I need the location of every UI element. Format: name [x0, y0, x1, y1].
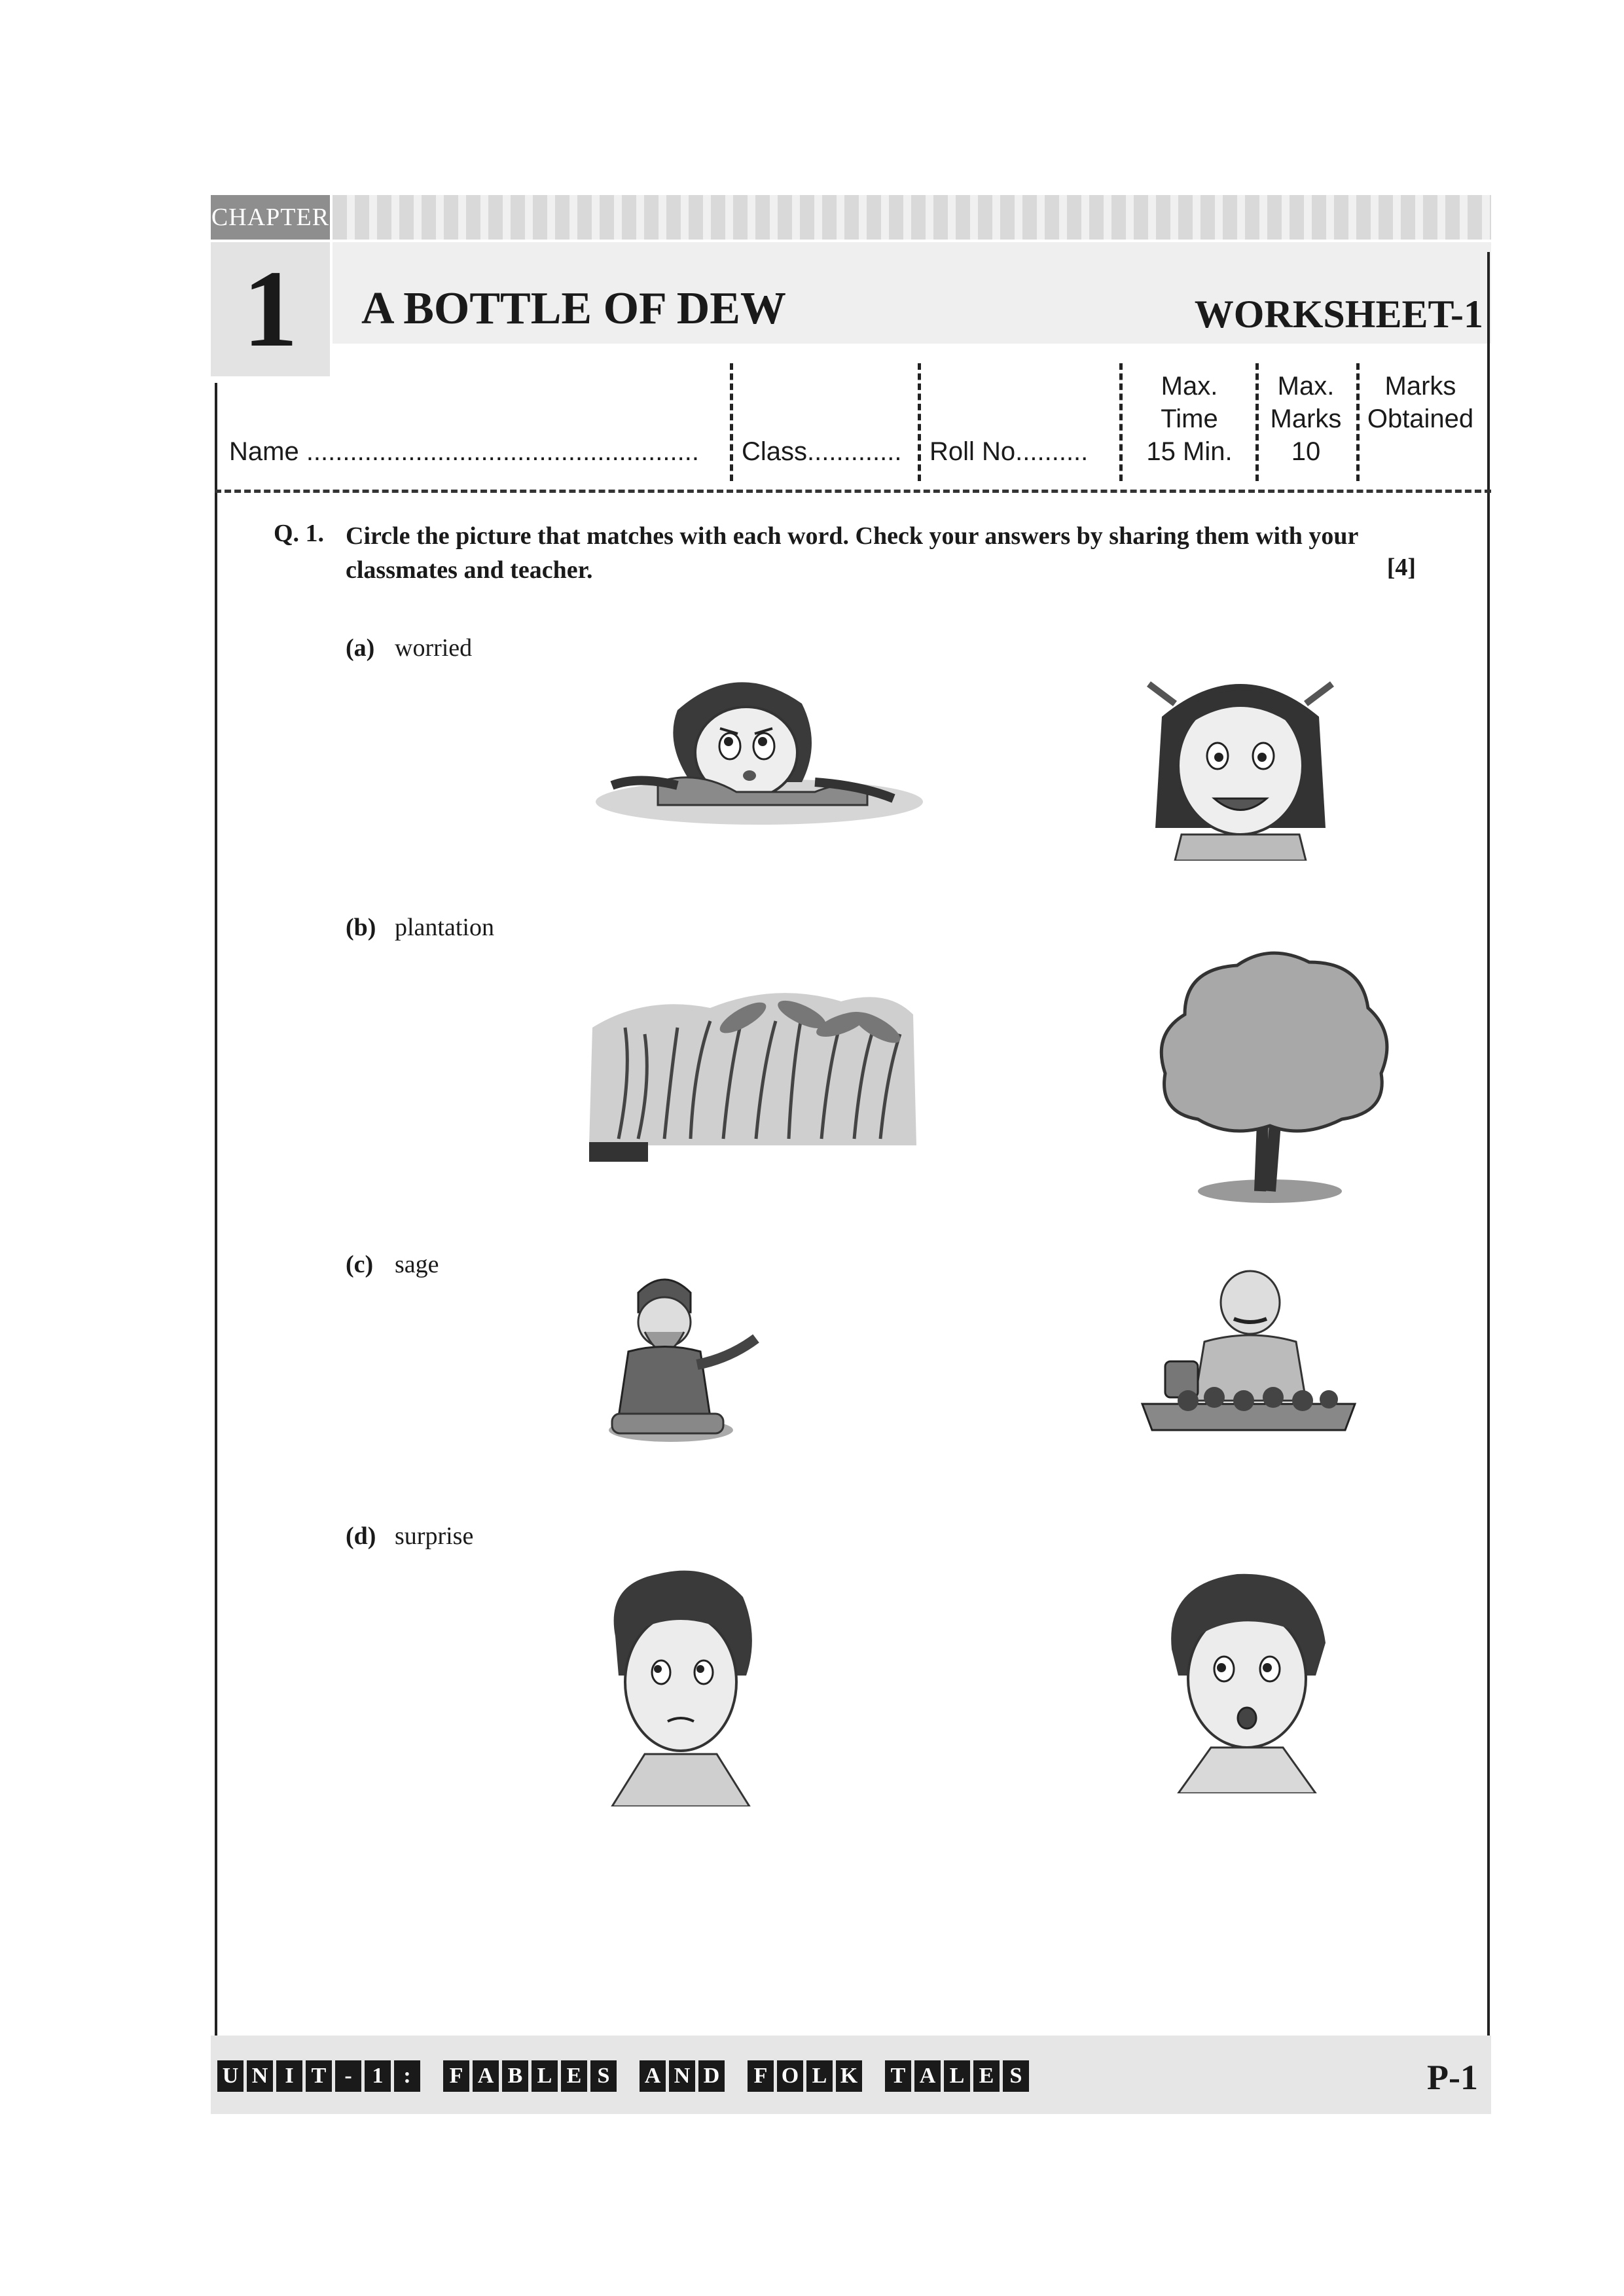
unit-title-letter: A [914, 2060, 941, 2092]
chapter-title: A BOTTLE OF DEW [361, 283, 786, 334]
item-b [346, 913, 494, 942]
max-marks-box [1260, 370, 1352, 468]
unit-title-letter: U [217, 2060, 244, 2092]
question-number: Q. 1. [274, 520, 325, 547]
question-text: Circle the picture that matches with each word. Check your answers by sharing them with your classmates and teacher. [346, 522, 1358, 584]
unit-title-letter: S [590, 2060, 617, 2092]
question-marks: [4] [1386, 554, 1416, 581]
unit-title-letter: D [698, 2060, 725, 2092]
item-label: (c) [346, 1251, 374, 1278]
item-word: surprise [395, 1522, 474, 1550]
frame-right-border [1487, 252, 1490, 2049]
max-time-line2: Time [1161, 404, 1218, 433]
unit-title-letter: F [748, 2060, 774, 2092]
unit-title-letter: 1 [365, 2060, 391, 2092]
info-row-separator [215, 490, 1491, 493]
worried-girl-illustration[interactable] [586, 671, 933, 828]
info-divider [1119, 363, 1123, 481]
info-divider [1255, 363, 1259, 481]
item-word: sage [395, 1251, 439, 1278]
unit-title-letter: L [806, 2060, 833, 2092]
unit-title-letter: B [502, 2060, 528, 2092]
item-word: plantation [395, 914, 494, 941]
worksheet-title: WORKSHEET-1 [1194, 293, 1483, 336]
unit-title-letter: L [532, 2060, 558, 2092]
item-d [346, 1522, 473, 1551]
unit-title-letter: K [836, 2060, 862, 2092]
class-field[interactable]: Class............. [742, 437, 902, 466]
marks-obtained-line2: Obtained [1367, 404, 1474, 433]
roll-number-field[interactable]: Roll No.......... [929, 437, 1089, 466]
smiling-girl-illustration[interactable] [1136, 658, 1345, 861]
info-divider [730, 363, 733, 481]
item-label: (b) [346, 914, 376, 941]
unit-title-letter: L [944, 2060, 970, 2092]
item-label: (d) [346, 1522, 376, 1550]
marks-obtained-box[interactable] [1362, 370, 1479, 435]
surprised-boy-illustration[interactable] [1159, 1564, 1335, 1793]
unit-title-letter: I [276, 2060, 302, 2092]
info-divider [918, 363, 921, 481]
unit-title-letter: E [561, 2060, 587, 2092]
unit-title-letter: : [394, 2060, 420, 2092]
info-divider [1356, 363, 1360, 481]
vendor-illustration[interactable] [1136, 1263, 1362, 1443]
name-field[interactable]: Name ...................................................... [229, 437, 699, 466]
item-word: worried [395, 634, 473, 662]
max-marks-value: 10 [1291, 437, 1321, 466]
max-time-value: 15 Min. [1146, 437, 1233, 466]
chapter-number: 1 [211, 242, 330, 376]
unit-title-letter: S [1003, 2060, 1029, 2092]
page-number: P-1 [1427, 2058, 1478, 2097]
item-a [346, 634, 472, 662]
unit-title-letter: T [306, 2060, 332, 2092]
unit-title-letter: N [669, 2060, 695, 2092]
unit-title-space [620, 2060, 640, 2092]
unit-title [217, 2060, 1032, 2092]
max-marks-line1: Max. [1277, 372, 1335, 401]
tree-illustration[interactable] [1139, 942, 1401, 1211]
unit-title-space [728, 2060, 748, 2092]
unit-title-letter: E [973, 2060, 1000, 2092]
marks-obtained-line1: Marks [1384, 372, 1456, 401]
unit-title-letter: O [777, 2060, 803, 2092]
worried-boy-illustration[interactable] [599, 1564, 763, 1806]
unit-title-letter: A [473, 2060, 499, 2092]
plantation-field-illustration[interactable] [579, 956, 923, 1165]
item-c [346, 1250, 439, 1279]
header-stripe [333, 195, 1491, 240]
max-time-box [1127, 370, 1252, 468]
item-label: (a) [346, 634, 375, 662]
unit-title-letter: - [335, 2060, 361, 2092]
chapter-label: CHAPTER [211, 195, 330, 240]
unit-title-letter: N [247, 2060, 273, 2092]
max-time-line1: Max. [1161, 372, 1218, 401]
unit-title-letter: F [443, 2060, 469, 2092]
unit-title-letter: T [885, 2060, 911, 2092]
max-marks-line2: Marks [1270, 404, 1342, 433]
sage-illustration[interactable] [599, 1266, 766, 1443]
frame-left-border [215, 383, 217, 2049]
unit-title-letter: A [640, 2060, 666, 2092]
unit-title-space [424, 2060, 443, 2092]
unit-title-space [865, 2060, 885, 2092]
